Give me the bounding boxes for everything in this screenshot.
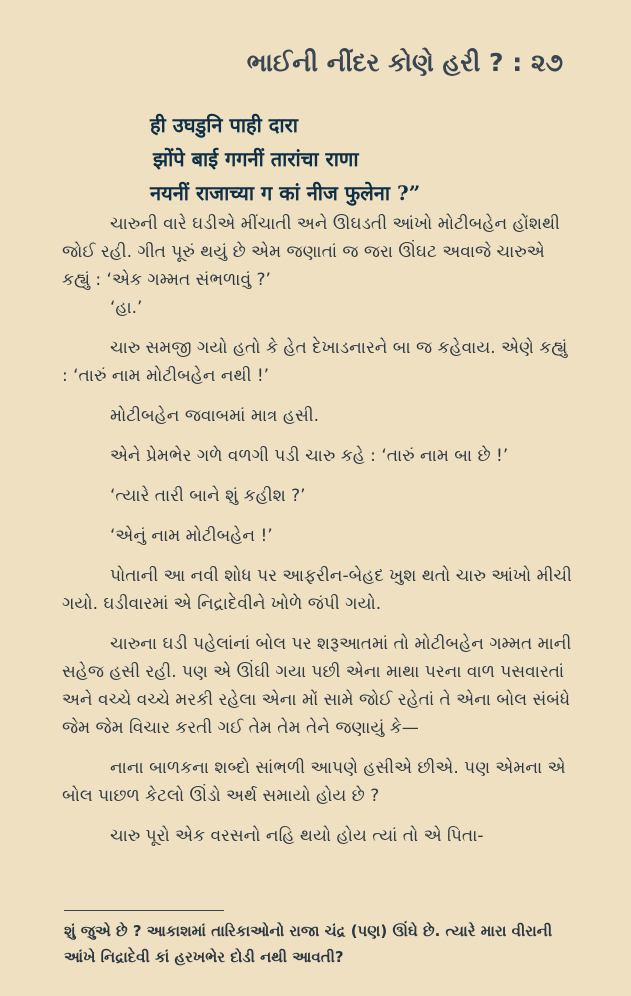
- footnote-text: શું જુએ છે ? આકાશમાં તારિકાઓનો રાજા ચંદ્ર (પણ) ઊંઘે છે. ત્યારે મારા વીરાની આંખે નિદ્રાદેવી કાં હરખભેર દોડી નથી આવતી?: [64, 922, 553, 966]
- paragraph: ચારુના ઘડી પહેલાંનાં બોલ પર શરૂઆતમાં તો મોટીબહેન ગમ્મત માની સહેજ હસી રહી. પણ એ ઊંઘી ગયા પછી એના માથા પરના વાળ પસવારતાં અને વચ્ચે વચ્ચે મરકી રહેલા એના મોં સામે જોઈ રહેતાં તે એના બોલ સંબંધે જેમ જેમ વિચાર કરતી ગઈ તેમ તેમ તેને જણાયું કે—: [62, 634, 572, 738]
- paragraph: મોટીબહેન જવાબમાં માત્ર હસી.: [110, 406, 320, 426]
- paragraph: ચારુ સમજી ગયો હતો કે હેત દેખાડનારને બા જ કહેવાય. એણે કહ્યું : ‘તારું નામ મોટીબહેન નથી !’: [62, 338, 568, 386]
- paragraph: ‘ત્યારે તારી બાને શું કહીશ ?’: [110, 486, 306, 506]
- running-header: ભાઈની નીંદર કોણે હરી ? : ૨૭: [246, 48, 563, 77]
- body-text: [62, 210, 572, 850]
- paragraph: ‘એનું નામ મોટીબહેન !’: [110, 526, 273, 546]
- verse-line: ही उघडुनि पाही दारा: [150, 113, 298, 137]
- paragraph: નાના બાળકના શબ્દો સાંભળી આપણે હસીએ છીએ. પણ એમના એ બોલ પાછળ કેટલો ઊંડો અર્થ સમાયો હોય છે ?: [62, 758, 566, 806]
- footnote: [64, 918, 574, 970]
- verse-block: [150, 108, 420, 210]
- paragraph: ચારુ પૂરો એક વરસનો નહિ થયો હોય ત્યાં તો એ પિતા-: [110, 826, 484, 846]
- paragraph: ચારુની વારે ઘડીએ મીંચાતી અને ઊઘડતી આંખો મોટીબહેન હોંશથી જોઈ રહી. ગીત પૂરું થયું છે એમ જણાતાં જ જરા ઊંઘટ અવાજે ચારુએ કહ્યું : ‘એક ગમ્મત સંભળાવું ?’: [62, 214, 560, 290]
- paragraph: પોતાની આ નવી શોધ પર આફરીન-બેહદ ખુશ થતો ચારુ આંખો મીચી ગયો. ઘડીવારમાં એ નિદ્રાદેવીને ખોળે જંપી ગયો.: [62, 566, 572, 614]
- verse-line: झोंपे बाई गगनीं तारांचा राणा: [153, 147, 359, 171]
- verse-line: नयनीं राजाच्या ग कां नीज फुलेना ?”: [150, 181, 421, 205]
- paragraph: ‘હા.’: [110, 298, 143, 318]
- paragraph: એને પ્રેમભેર ગળે વળગી પડી ચારુ કહે : ‘તારું નામ બા છે !’: [110, 446, 509, 466]
- footnote-divider: [64, 910, 224, 911]
